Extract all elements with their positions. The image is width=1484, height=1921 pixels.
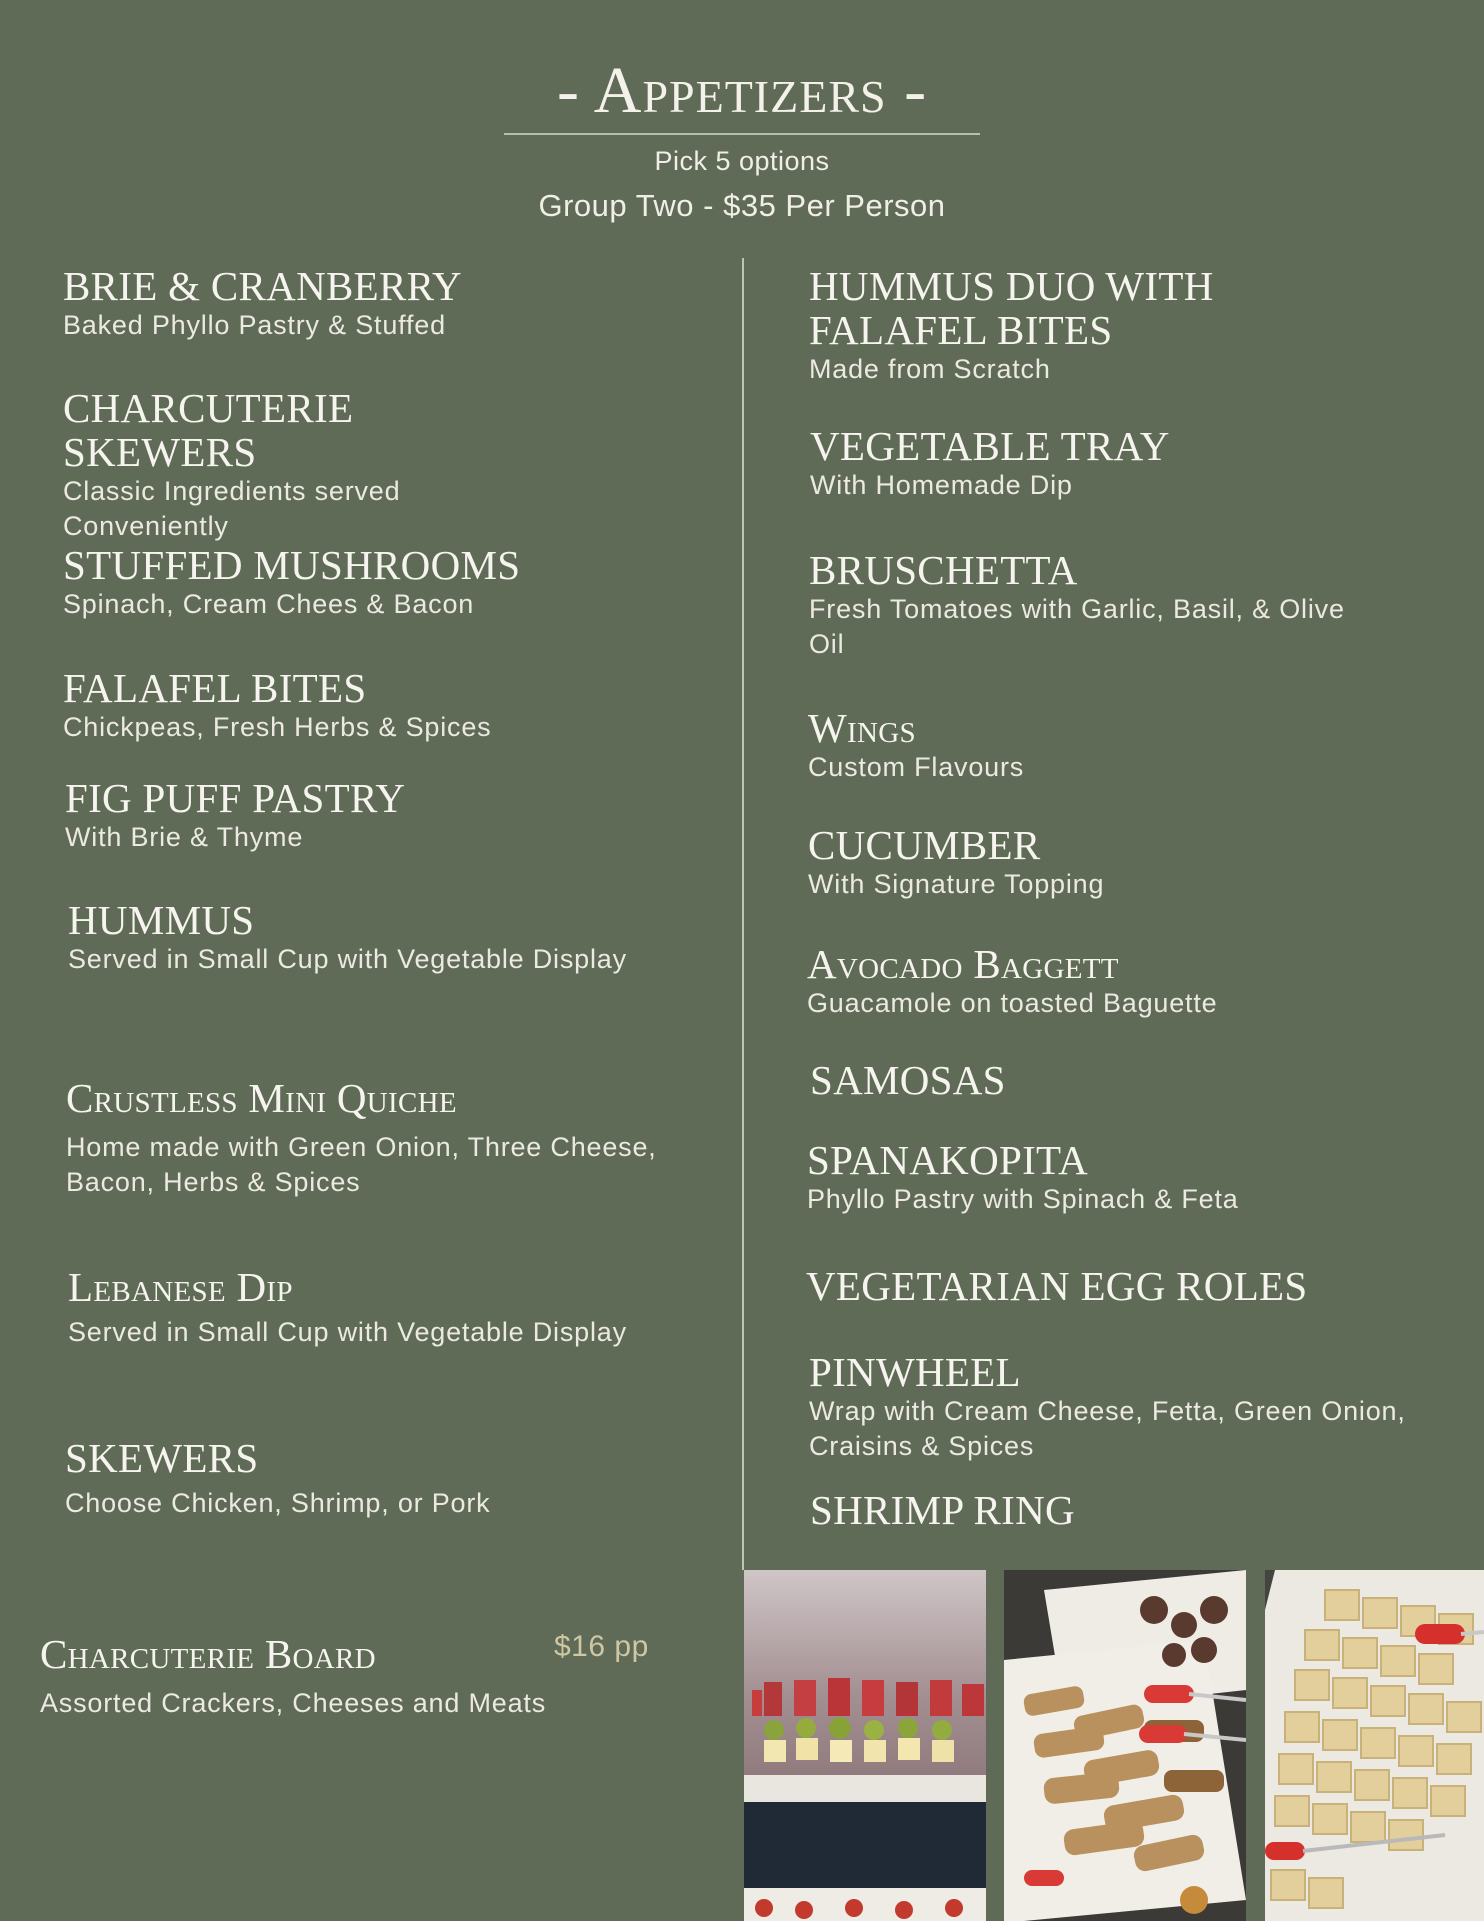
- item-description: Custom Flavours: [808, 752, 1025, 782]
- puff-pastry-image: [1265, 1570, 1484, 1921]
- menu-item-cucumber: [808, 823, 1448, 902]
- menu-item-vegetable-tray: [810, 424, 1450, 503]
- menu-item-brie-cranberry: [63, 264, 703, 343]
- item-name: SPANAKOPITA: [807, 1137, 1089, 1183]
- board-price: $16 pp: [554, 1630, 649, 1663]
- column-divider: [742, 258, 744, 1570]
- item-description: Baked Phyllo Pastry & Stuffed: [63, 310, 446, 340]
- menu-item-lebanese-dip: [68, 1265, 668, 1350]
- item-name: FALAFEL BITES: [63, 665, 367, 711]
- item-name: CUCUMBER: [808, 822, 1041, 868]
- item-name: SKEWERS: [65, 1435, 259, 1481]
- item-name: SAMOSAS: [810, 1057, 1006, 1103]
- item-name: CHARCUTERIE SKEWERS: [63, 385, 354, 475]
- item-name: HUMMUS DUO WITH FALAFEL BITES: [809, 263, 1214, 353]
- fig-puff-pastry-tray-photo: [1265, 1570, 1484, 1921]
- menu-item-stuffed-mushrooms: [63, 543, 703, 622]
- item-description: Guacamole on toasted Baguette: [807, 988, 1218, 1018]
- charcuterie-skewers-photo: [744, 1570, 986, 1921]
- menu-item-pinwheel: [809, 1350, 1419, 1464]
- item-name: VEGETABLE TRAY: [810, 423, 1170, 469]
- item-description: With Homemade Dip: [810, 470, 1073, 500]
- item-description: With Brie & Thyme: [65, 822, 304, 852]
- menu-item-avocado-baggett: [807, 942, 1467, 1021]
- menu-item-fig-puff-pastry: [65, 776, 705, 855]
- menu-item-hummus: [68, 898, 668, 977]
- menu-item-crustless-mini-quiche: [66, 1076, 686, 1200]
- item-description: Wrap with Cream Cheese, Fetta, Green Onion, Craisins & Spices: [809, 1396, 1406, 1461]
- page-title: - Appetizers -: [556, 54, 928, 127]
- item-description: Assorted Crackers, Cheeses and Meats: [40, 1688, 547, 1718]
- item-description: Spinach, Cream Chees & Bacon: [63, 589, 475, 619]
- item-name: BRUSCHETTA: [809, 547, 1078, 593]
- item-name: Lebanese Dip: [68, 1264, 293, 1310]
- menu-item-hummus-duo: [809, 264, 1369, 387]
- item-description: Served in Small Cup with Vegetable Display: [68, 944, 627, 974]
- item-description: Home made with Green Onion, Three Cheese, Bacon, Herbs & Spices: [66, 1132, 657, 1197]
- group-price-text: Group Two - $35 Per Person: [538, 188, 946, 223]
- item-name: FIG PUFF PASTRY: [65, 775, 406, 821]
- menu-item-skewers: [65, 1436, 705, 1521]
- menu-item-wings: [808, 706, 1448, 785]
- item-description: With Signature Topping: [808, 869, 1105, 899]
- item-description: Made from Scratch: [809, 354, 1051, 384]
- item-name: Wings: [808, 705, 916, 751]
- menu-item-samosas: [810, 1058, 1450, 1102]
- item-description: Fresh Tomatoes with Garlic, Basil, & Olive Oil: [809, 594, 1345, 659]
- egg-rolls-tray-photo: [1004, 1570, 1246, 1921]
- item-name: Avocado Baggett: [807, 941, 1119, 987]
- item-description: Phyllo Pastry with Spinach & Feta: [807, 1184, 1239, 1214]
- item-name: VEGETARIAN EGG ROLES: [806, 1263, 1308, 1309]
- egg-rolls-image: [1004, 1570, 1246, 1921]
- charcuterie-skewers-image: [744, 1570, 986, 1921]
- item-description: Served in Small Cup with Vegetable Display: [68, 1317, 627, 1347]
- item-description: Classic Ingredients served Conveniently: [63, 476, 401, 541]
- menu-item-shrimp-ring: [810, 1488, 1450, 1532]
- item-name: SHRIMP RING: [810, 1487, 1075, 1533]
- menu-item-charcuterie-skewers: [63, 386, 543, 544]
- menu-item-bruschetta: [809, 548, 1369, 662]
- menu-item-vegetarian-egg-roles: [806, 1264, 1466, 1308]
- menu-item-falafel-bites: [63, 666, 703, 745]
- item-name: Charcuterie Board: [40, 1631, 376, 1677]
- item-name: BRIE & CRANBERRY: [63, 263, 462, 309]
- item-name: HUMMUS: [68, 897, 255, 943]
- item-description: Choose Chicken, Shrimp, or Pork: [65, 1488, 491, 1518]
- item-name: PINWHEEL: [809, 1349, 1021, 1395]
- item-name: Crustless Mini Quiche: [66, 1075, 457, 1121]
- menu-item-spanakopita: [807, 1138, 1467, 1217]
- item-name: STUFFED MUSHROOMS: [63, 542, 521, 588]
- title-underline: [504, 133, 980, 135]
- item-description: Chickpeas, Fresh Herbs & Spices: [63, 712, 492, 742]
- pick-count-text: Pick 5 options: [654, 146, 830, 176]
